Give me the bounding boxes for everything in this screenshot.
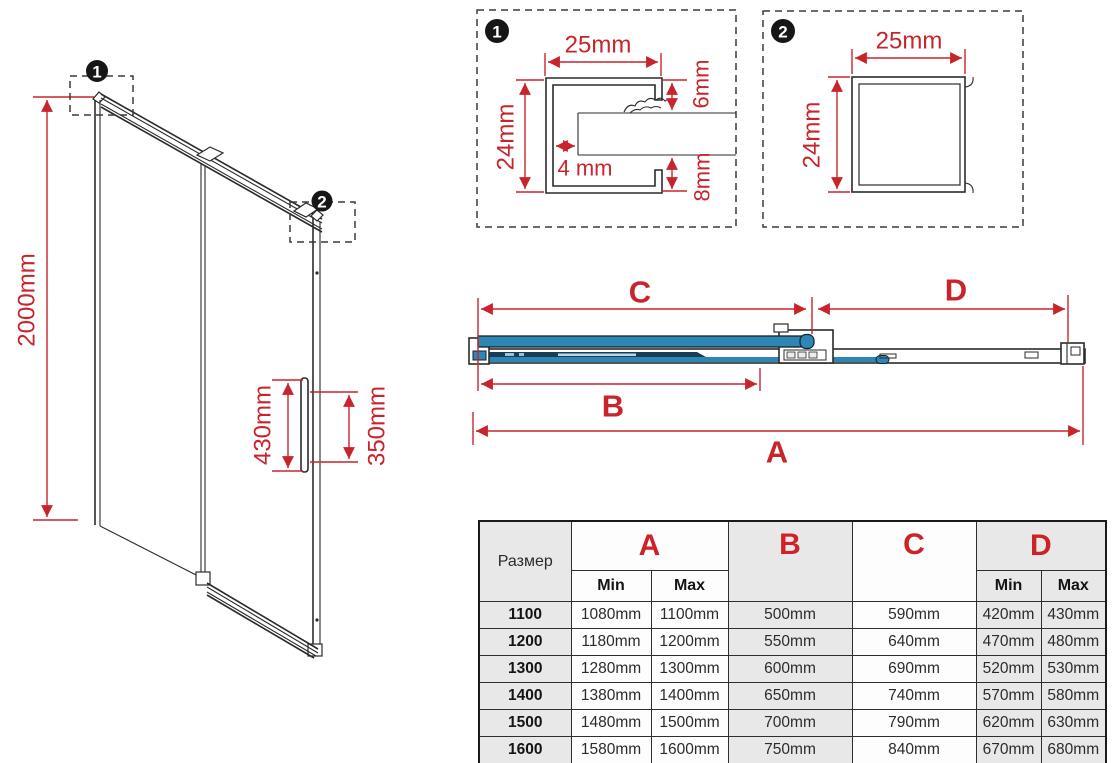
column-c-header: C — [852, 521, 976, 602]
a-min-value: 1280mm — [571, 656, 651, 683]
d-min-value: 520mm — [976, 656, 1041, 683]
b-value: 550mm — [728, 629, 852, 656]
detail-1-glass-inset-label: 4 mm — [557, 155, 613, 181]
d-min-value: 420mm — [976, 602, 1041, 629]
height-dimension-label: 2000mm — [13, 253, 41, 347]
size-table — [478, 520, 1107, 763]
a-min-value: 1480mm — [571, 710, 651, 737]
glass-gasket — [624, 98, 672, 112]
callout-1-number: 1 — [92, 62, 102, 82]
b-value: 750mm — [728, 737, 852, 763]
isometric-door-view — [14, 60, 391, 658]
detail-1-glass-inset-dimension — [556, 146, 613, 181]
c-value: 690mm — [852, 656, 976, 683]
c-value: 640mm — [852, 629, 976, 656]
track-dimensions — [473, 273, 1083, 470]
a-min-value: 1080mm — [571, 602, 651, 629]
dim-a-label: A — [765, 434, 789, 470]
row-size: 1200 — [479, 629, 571, 656]
c-value: 790mm — [852, 710, 976, 737]
c-value: 840mm — [852, 737, 976, 763]
table-row — [479, 683, 1106, 710]
c-value: 740mm — [852, 683, 976, 710]
b-value: 700mm — [728, 710, 852, 737]
detail-1-width-dimension — [545, 32, 661, 77]
dim-d-label: D — [944, 272, 968, 308]
table-row — [479, 656, 1106, 683]
d-max-value: 480mm — [1041, 629, 1106, 656]
fixed-glass-strip — [478, 336, 804, 347]
detail-2-height-dimension — [799, 77, 851, 192]
row-size: 1100 — [479, 602, 571, 629]
a-max-value: 1400mm — [651, 683, 728, 710]
detail-1-bottom-gap-dimension — [662, 153, 715, 202]
detail-1-wall-profile — [477, 10, 736, 227]
row-size: 1600 — [479, 737, 571, 763]
dim-c-label: C — [628, 274, 652, 310]
d-max-value: 580mm — [1041, 683, 1106, 710]
fixed-panel — [93, 92, 202, 578]
column-d-header: D — [976, 521, 1106, 571]
roller-assembly-detail — [784, 350, 826, 360]
rail-clamp-1 — [197, 147, 223, 161]
table-row — [479, 737, 1106, 763]
detail-2-width-label: 25mm — [875, 27, 943, 55]
a-max-value: 1600mm — [651, 737, 728, 763]
detail-2-width-dimension — [852, 28, 965, 75]
a-max-value: 1100mm — [651, 602, 728, 629]
detail-1-height-dimension — [493, 80, 545, 192]
d-max-value: 680mm — [1041, 737, 1106, 763]
detail-1-bottom-gap-label: 8mm — [689, 152, 715, 202]
a-min-header: Min — [571, 571, 651, 602]
d-min-value: 570mm — [976, 683, 1041, 710]
d-max-header: Max — [1041, 571, 1106, 602]
b-value: 650mm — [728, 683, 852, 710]
b-value: 600mm — [728, 656, 852, 683]
a-min-value: 1380mm — [571, 683, 651, 710]
detail-2-number: 2 — [778, 22, 788, 42]
detail-1-height-label: 24mm — [492, 103, 520, 171]
row-size: 1400 — [479, 683, 571, 710]
table-row — [479, 710, 1106, 737]
track-end-cap — [1061, 343, 1084, 364]
handle-length-label: 430mm — [249, 384, 277, 466]
table-row — [479, 629, 1106, 656]
size-column-header: Размер — [479, 521, 571, 602]
row-size: 1500 — [479, 710, 571, 737]
a-max-value: 1200mm — [651, 629, 728, 656]
a-max-value: 1300mm — [651, 656, 728, 683]
b-value: 500mm — [728, 602, 852, 629]
handle-holes-label: 350mm — [363, 385, 391, 467]
detail-1-top-gap-label: 6mm — [688, 59, 714, 109]
glass-gasket-inner — [630, 107, 661, 114]
dim-b-label: B — [601, 388, 625, 424]
d-min-value: 470mm — [976, 629, 1041, 656]
d-min-value: 620mm — [976, 710, 1041, 737]
detail-1-width-label: 25mm — [564, 31, 632, 59]
row-size: 1300 — [479, 656, 571, 683]
middle-stile — [196, 164, 210, 585]
a-max-header: Max — [651, 571, 728, 602]
detail-2-height-label: 24mm — [798, 101, 826, 169]
detail-1-top-gap-dimension — [662, 60, 714, 110]
top-rail — [101, 94, 322, 232]
a-min-value: 1580mm — [571, 737, 651, 763]
d-max-value: 530mm — [1041, 656, 1106, 683]
d-min-value: 670mm — [976, 737, 1041, 763]
height-dimension — [14, 97, 95, 520]
bottom-rail — [207, 583, 318, 658]
column-b-header: B — [728, 521, 852, 602]
column-a-header: A — [571, 521, 728, 571]
d-min-header: Min — [976, 571, 1041, 602]
track-top-view — [469, 273, 1085, 470]
detail-1-number: 1 — [492, 22, 502, 42]
table-row — [479, 602, 1106, 629]
callout-2-number: 2 — [317, 192, 327, 212]
square-profile-section — [852, 77, 973, 193]
sliding-door-stile — [308, 210, 323, 656]
detail-2-square-profile — [763, 11, 1023, 227]
a-max-value: 1500mm — [651, 710, 728, 737]
a-min-value: 1180mm — [571, 629, 651, 656]
c-value: 590mm — [852, 602, 976, 629]
d-max-value: 630mm — [1041, 710, 1106, 737]
d-max-value: 430mm — [1041, 602, 1106, 629]
